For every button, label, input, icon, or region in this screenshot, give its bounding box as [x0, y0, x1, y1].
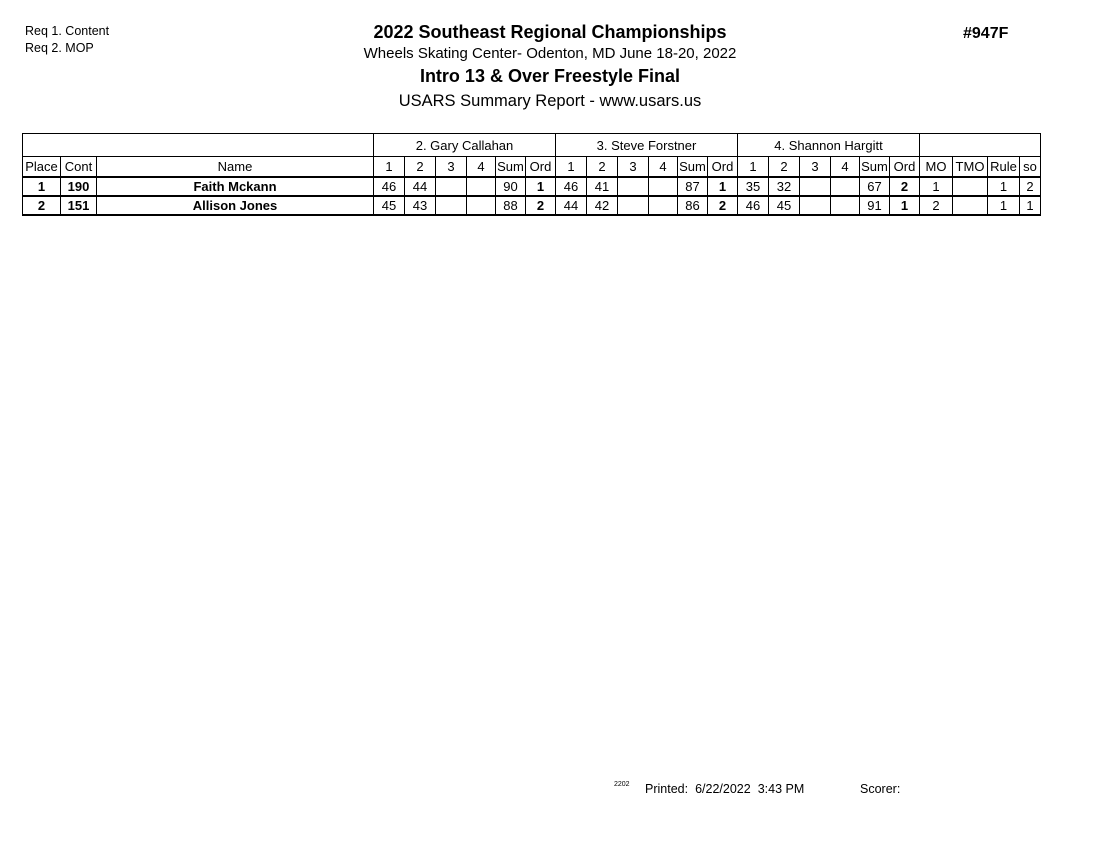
scorer-label: Scorer:: [860, 782, 901, 796]
row2-so: 1: [1020, 196, 1041, 215]
row1-j3-s1: 46: [556, 177, 587, 196]
header-j4-3: 3: [800, 157, 831, 177]
row1-j2-s4: [467, 177, 496, 196]
row1-j3-s3: [618, 177, 649, 196]
row1-j2-s3: [436, 177, 467, 196]
column-header-row: [23, 157, 1041, 177]
row2-j3-ord: 2: [708, 196, 738, 215]
row1-j4-ord: 2: [890, 177, 920, 196]
row2-j2-s4: [467, 196, 496, 215]
row2-j3-s3: [618, 196, 649, 215]
judges-row-spacer-right: [920, 134, 1041, 157]
row2-j4-ord: 1: [890, 196, 920, 215]
row1-j4-s2: 32: [769, 177, 800, 196]
row2-tmo: [953, 196, 988, 215]
header-j2-4: 4: [467, 157, 496, 177]
printed-label: Printed:: [645, 782, 689, 796]
row1-j4-sum: 67: [860, 177, 890, 196]
championship-title: 2022 Southeast Regional Championships: [373, 22, 727, 42]
judge-4-name: 4. Shannon Hargitt: [738, 134, 920, 157]
row1-tmo: [953, 177, 988, 196]
header-j3-1: 1: [556, 157, 587, 177]
row2-j3-s4: [649, 196, 678, 215]
row1-skater-name: Faith Mckann: [97, 177, 374, 196]
row2-j2-s2: 43: [405, 196, 436, 215]
header-j3-4: 4: [649, 157, 678, 177]
printed-time: 3:43 PM: [757, 782, 805, 796]
row1-j2-s1: 46: [374, 177, 405, 196]
header-j4-1: 1: [738, 157, 769, 177]
row1-j2-ord: 1: [526, 177, 556, 196]
header-j2-ord: Ord: [526, 157, 556, 177]
row1-j2-sum: 90: [496, 177, 526, 196]
row1-j3-sum: 87: [678, 177, 708, 196]
row2-skater-name: Allison Jones: [97, 196, 374, 215]
row2-rule: 1: [988, 196, 1020, 215]
row2-place: 2: [23, 196, 61, 215]
header-j3-sum: Sum: [678, 157, 708, 177]
event-title: Intro 13 & Over Freestyle Final: [419, 66, 681, 86]
row1-place: 1: [23, 177, 61, 196]
req-line-1: Req 1. Content: [25, 24, 110, 38]
row1-j3-s2: 41: [587, 177, 618, 196]
header-j4-ord: Ord: [890, 157, 920, 177]
row1-j4-s4: [831, 177, 860, 196]
row1-mo: 1: [920, 177, 953, 196]
row2-j2-ord: 2: [526, 196, 556, 215]
row2-j3-s2: 42: [587, 196, 618, 215]
header-name: Name: [97, 157, 374, 177]
header-place: Place: [23, 157, 61, 177]
row2-mo: 2: [920, 196, 953, 215]
header-j2-2: 2: [405, 157, 436, 177]
row2-j4-s1: 46: [738, 196, 769, 215]
row2-j4-sum: 91: [860, 196, 890, 215]
header-mo: MO: [920, 157, 953, 177]
header-j2-1: 1: [374, 157, 405, 177]
row2-cont: 151: [61, 196, 97, 215]
report-subtitle: USARS Summary Report - www.usars.us: [398, 92, 702, 110]
judge-2-name: 2. Gary Callahan: [374, 134, 556, 157]
row2-j4-s2: 45: [769, 196, 800, 215]
table-row: [23, 196, 1041, 215]
header-so: so: [1020, 157, 1041, 177]
header-j4-sum: Sum: [860, 157, 890, 177]
header-cont: Cont: [61, 157, 97, 177]
header-j3-3: 3: [618, 157, 649, 177]
header-j2-3: 3: [436, 157, 467, 177]
judge-3-name: 3. Steve Forstner: [556, 134, 738, 157]
venue-line: Wheels Skating Center- Odenton, MD June 18-20, 2022: [363, 45, 737, 62]
row1-j4-s1: 35: [738, 177, 769, 196]
header-tmo: TMO: [953, 157, 988, 177]
row1-so: 2: [1020, 177, 1041, 196]
judges-row: [23, 134, 1041, 157]
header-j4-2: 2: [769, 157, 800, 177]
row1-j3-s4: [649, 177, 678, 196]
row2-j2-sum: 88: [496, 196, 526, 215]
header-j3-2: 2: [587, 157, 618, 177]
report-header: [0, 22, 1100, 111]
row2-j2-s1: 45: [374, 196, 405, 215]
row2-j4-s3: [800, 196, 831, 215]
row1-j4-s3: [800, 177, 831, 196]
row2-j4-s4: [831, 196, 860, 215]
print-code: 2202: [614, 781, 630, 788]
header-j3-ord: Ord: [708, 157, 738, 177]
row2-j3-s1: 44: [556, 196, 587, 215]
header-rule: Rule: [988, 157, 1020, 177]
row1-cont: 190: [61, 177, 97, 196]
row2-j2-s3: [436, 196, 467, 215]
row1-j3-ord: 1: [708, 177, 738, 196]
req-line-2: Req 2. MOP: [25, 41, 94, 55]
printed-date: 6/22/2022: [695, 782, 751, 796]
table-row: [23, 177, 1041, 196]
results-table: [22, 133, 1041, 216]
printed-line: [645, 782, 804, 796]
row1-rule: 1: [988, 177, 1020, 196]
event-code: #947F: [963, 25, 1009, 42]
judges-row-spacer-left: [23, 134, 374, 157]
header-j2-sum: Sum: [496, 157, 526, 177]
row2-j3-sum: 86: [678, 196, 708, 215]
header-j4-4: 4: [831, 157, 860, 177]
row1-j2-s2: 44: [405, 177, 436, 196]
